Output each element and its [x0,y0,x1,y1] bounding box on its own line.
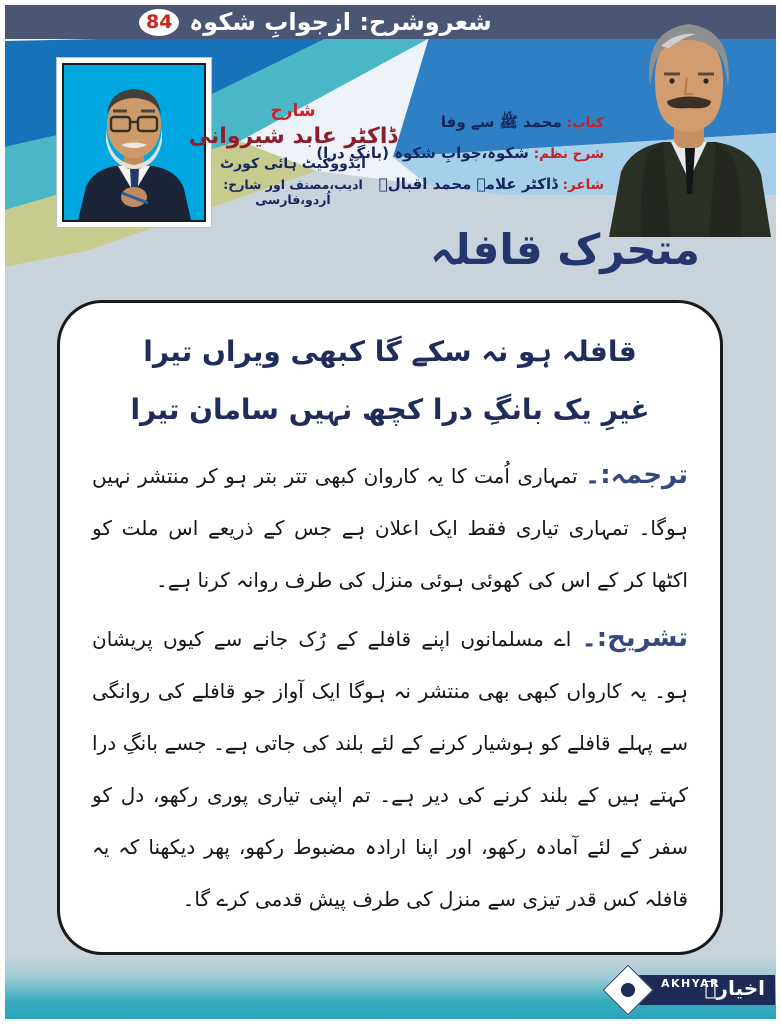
brand-urdu-wordmark: اخیارؔ [704,976,765,1000]
main-content-box [57,300,723,955]
credit-line-poet [316,169,604,200]
commentator-credentials: ادیب،مصنف اور شارح: اُردو،فارسی [223,177,363,207]
commentator-photo-image [62,63,206,222]
commentator-designation: ایڈووکیٹ ہائی کورٹ [220,156,366,172]
iqbal-portrait [601,8,776,237]
book-title: محمد ﷺ سے وفا [440,113,562,131]
translation-paragraph [92,449,688,606]
commentator-name: ڈاکٹر عابد شیروانی [188,124,398,149]
couplet-line-1: قافلہ ہو نہ سکے گا کبھی ویراں تیرا [143,335,637,368]
credit-line-book [316,107,604,138]
footer [5,955,776,1019]
poem-title: شکوہ،جوابِ شکوہ (بانگِ درا) [316,144,529,162]
page-title: متحرک قافلہ [430,225,700,274]
couplet [92,323,688,439]
poet-label: شاعر: [562,177,604,193]
brand-diamond-dot [618,980,638,1000]
work-credits [316,107,604,200]
header-title: شعروشرح: ازجوابِ شکوہ [189,8,492,36]
translation-text: تمہاری اُمت کا یہ کاروان کبھی تتر بتر ہو کر منتشر نہیں ہوگا۔ تمہاری تیاری فقط ایک اعلان ہے جس کے ذریعے اس ملت کو اکٹھا کر کے اس کی کھوئی ہوئی منزل کی طرف روانہ کرنا ہے۔ [92,464,688,592]
issue-badge: 84 [139,9,179,36]
poem-label: شرح نظم: [533,146,604,162]
book-label: کتاب: [566,115,604,131]
poet-name: ڈاکٹر علامہ محمد اقبالؒ [378,175,558,193]
explanation-paragraph [92,612,688,925]
brand-diamond-icon [603,965,654,1016]
credit-line-poem [316,138,604,169]
top-graphic-area [5,5,776,300]
commentator-role-label: شارح [270,101,316,121]
explanation-label: تشریح:۔ [581,623,688,653]
brand-latin-wordmark: AKHYAR [661,977,721,990]
couplet-line-2: غیرِ یک بانگِ درا کچھ نہیں سامان تیرا [130,393,650,426]
explanation-text: اے مسلمانوں اپنے قافلے کے رُک جانے سے کیوں پریشان ہو۔ یہ کارواں کبھی بھی منتشر نہ ہوگا ایک آواز جو قافلے کی روانگی سے پہلے قافلے کو ہوشیار کرنے کے لئے بلند کی جاتی ہے۔ جسے بانگِ درا کہتے ہیں کے بلند کرنے کی دیر ہے۔ تم اپنی تیاری پوری رکھو، دل کو سفر کے لئے آمادہ رکھو، اور اپنا ارادہ مضبوط رکھو، پھر دیکھنا کہ یہ قافلہ کس قدر تیزی سے منزل کی طرف پیش قدمی کرے گا۔ [92,627,688,911]
commentator-avatar [64,65,204,220]
translation-label: ترجمہ:۔ [585,460,688,490]
